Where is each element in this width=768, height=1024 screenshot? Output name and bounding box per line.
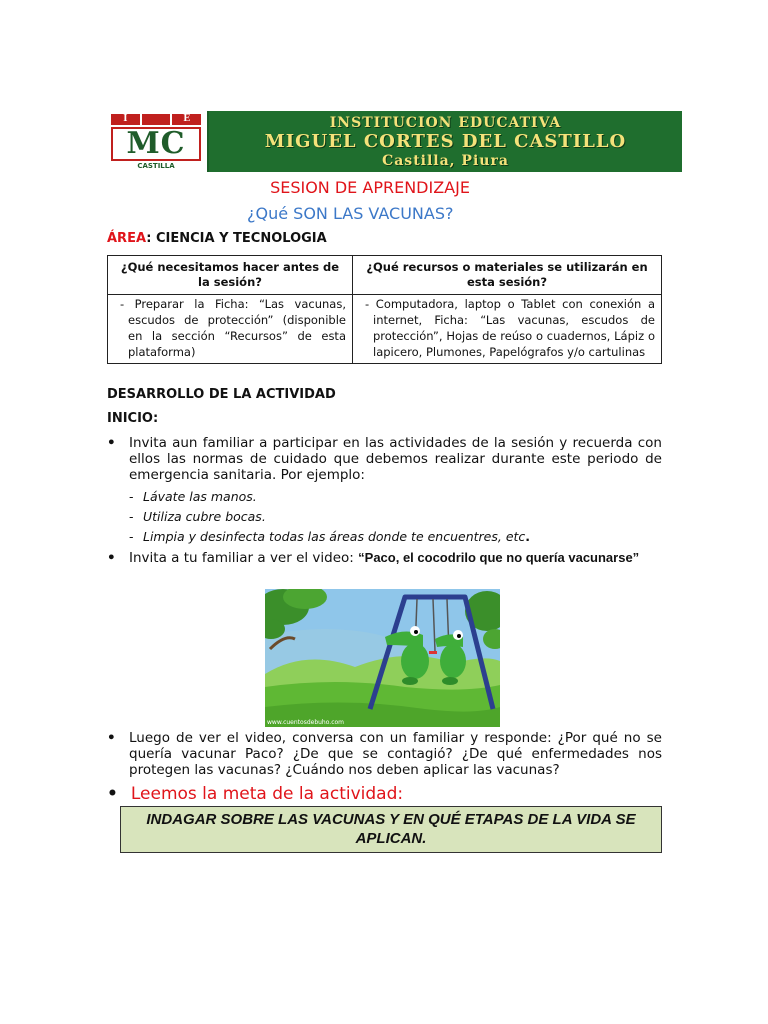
list-item [107,730,662,778]
goal-heading [107,784,403,804]
bullet: • [107,730,116,746]
bullet: • [107,784,118,804]
bullet-text-3: Luego de ver el video, conversa con un familiar y responde: ¿Por qué no se quería vacunar Paco? ¿De que se contagió? ¿De qué enfermedades nos protegen las vacunas? ¿Cuándo nos deben aplicar las vacunas? [129,730,662,778]
section-title: DESARROLLO DE LA ACTIVIDAD [107,387,336,402]
sub-item: - Lávate las manos. [129,489,257,504]
video-title: “Paco, el cocodrilo que no quería vacunarse” [358,550,640,565]
bullet-text-2: Invita a tu familiar a ver el video: [129,550,359,566]
inicio-heading: INICIO: [107,411,159,426]
table-header-resources: ¿Qué recursos o materiales se utilizarán en esta sesión? [353,256,662,295]
video-thumbnail[interactable] [265,589,500,727]
banner-line-3: Castilla, Piura [382,152,509,169]
logo-sub: CASTILLA [137,162,175,170]
banner-line-2: MIGUEL CORTES DEL CASTILLO [264,130,627,152]
table-header-before: ¿Qué necesitamos hacer antes de la sesión? [108,256,353,295]
logo-letter-i: I [111,114,140,125]
preparation-table [107,255,662,364]
table-cell-resources: - Computadora, laptop o Tablet con conexión a internet, Ficha: “Las vacunas, escudos de protección”, Hojas de reúso o cuadernos, Lápiz o lapicero, Plumones, Papelógrafos y/o cartulinas [353,295,662,364]
video-watermark: www.cuentosdebuho.com [267,719,345,726]
page-subtitle: ¿Qué SON LAS VACUNAS? [247,204,454,223]
school-banner [107,111,682,172]
bullet: • [107,550,116,566]
school-logo [107,111,209,172]
bullet-text-1: Invita aun familiar a participar en las actividades de la sesión y recuerda con ellos las normas de cuidado que debemos realizar durante este periodo de emergencia sanitaria. Por ejemplo: [129,435,662,483]
sub-item: - Limpia y desinfecta todas las áreas donde te encuentres, etc. [129,529,531,544]
logo-letter-blank [142,114,171,125]
area-line [107,231,327,246]
list-item [107,435,662,483]
table-cell-before: - Preparar la Ficha: “Las vacunas, escudos de protección” (disponible en la sección “Recursos” de esta plataforma) [108,295,353,364]
banner-line-1: INSTITUCION EDUCATIVA [329,114,562,131]
cartoon-playground-image [265,589,500,727]
bullet: • [107,435,116,451]
logo-letter-e: E [172,114,201,125]
activity-goal-box: INDAGAR SOBRE LAS VACUNAS Y EN QUÉ ETAPAS DE LA VIDA SE APLICAN. [120,806,662,853]
area-label: ÁREA [107,231,147,246]
logo-mc: MC [111,127,201,161]
page-title: SESION DE APRENDIZAJE [270,178,470,197]
banner-text [209,111,682,172]
area-value: : CIENCIA Y TECNOLOGIA [146,231,327,246]
goal-heading-text: Leemos la meta de la actividad: [130,784,404,804]
list-item [107,550,662,566]
sub-item: - Utiliza cubre bocas. [129,509,266,524]
